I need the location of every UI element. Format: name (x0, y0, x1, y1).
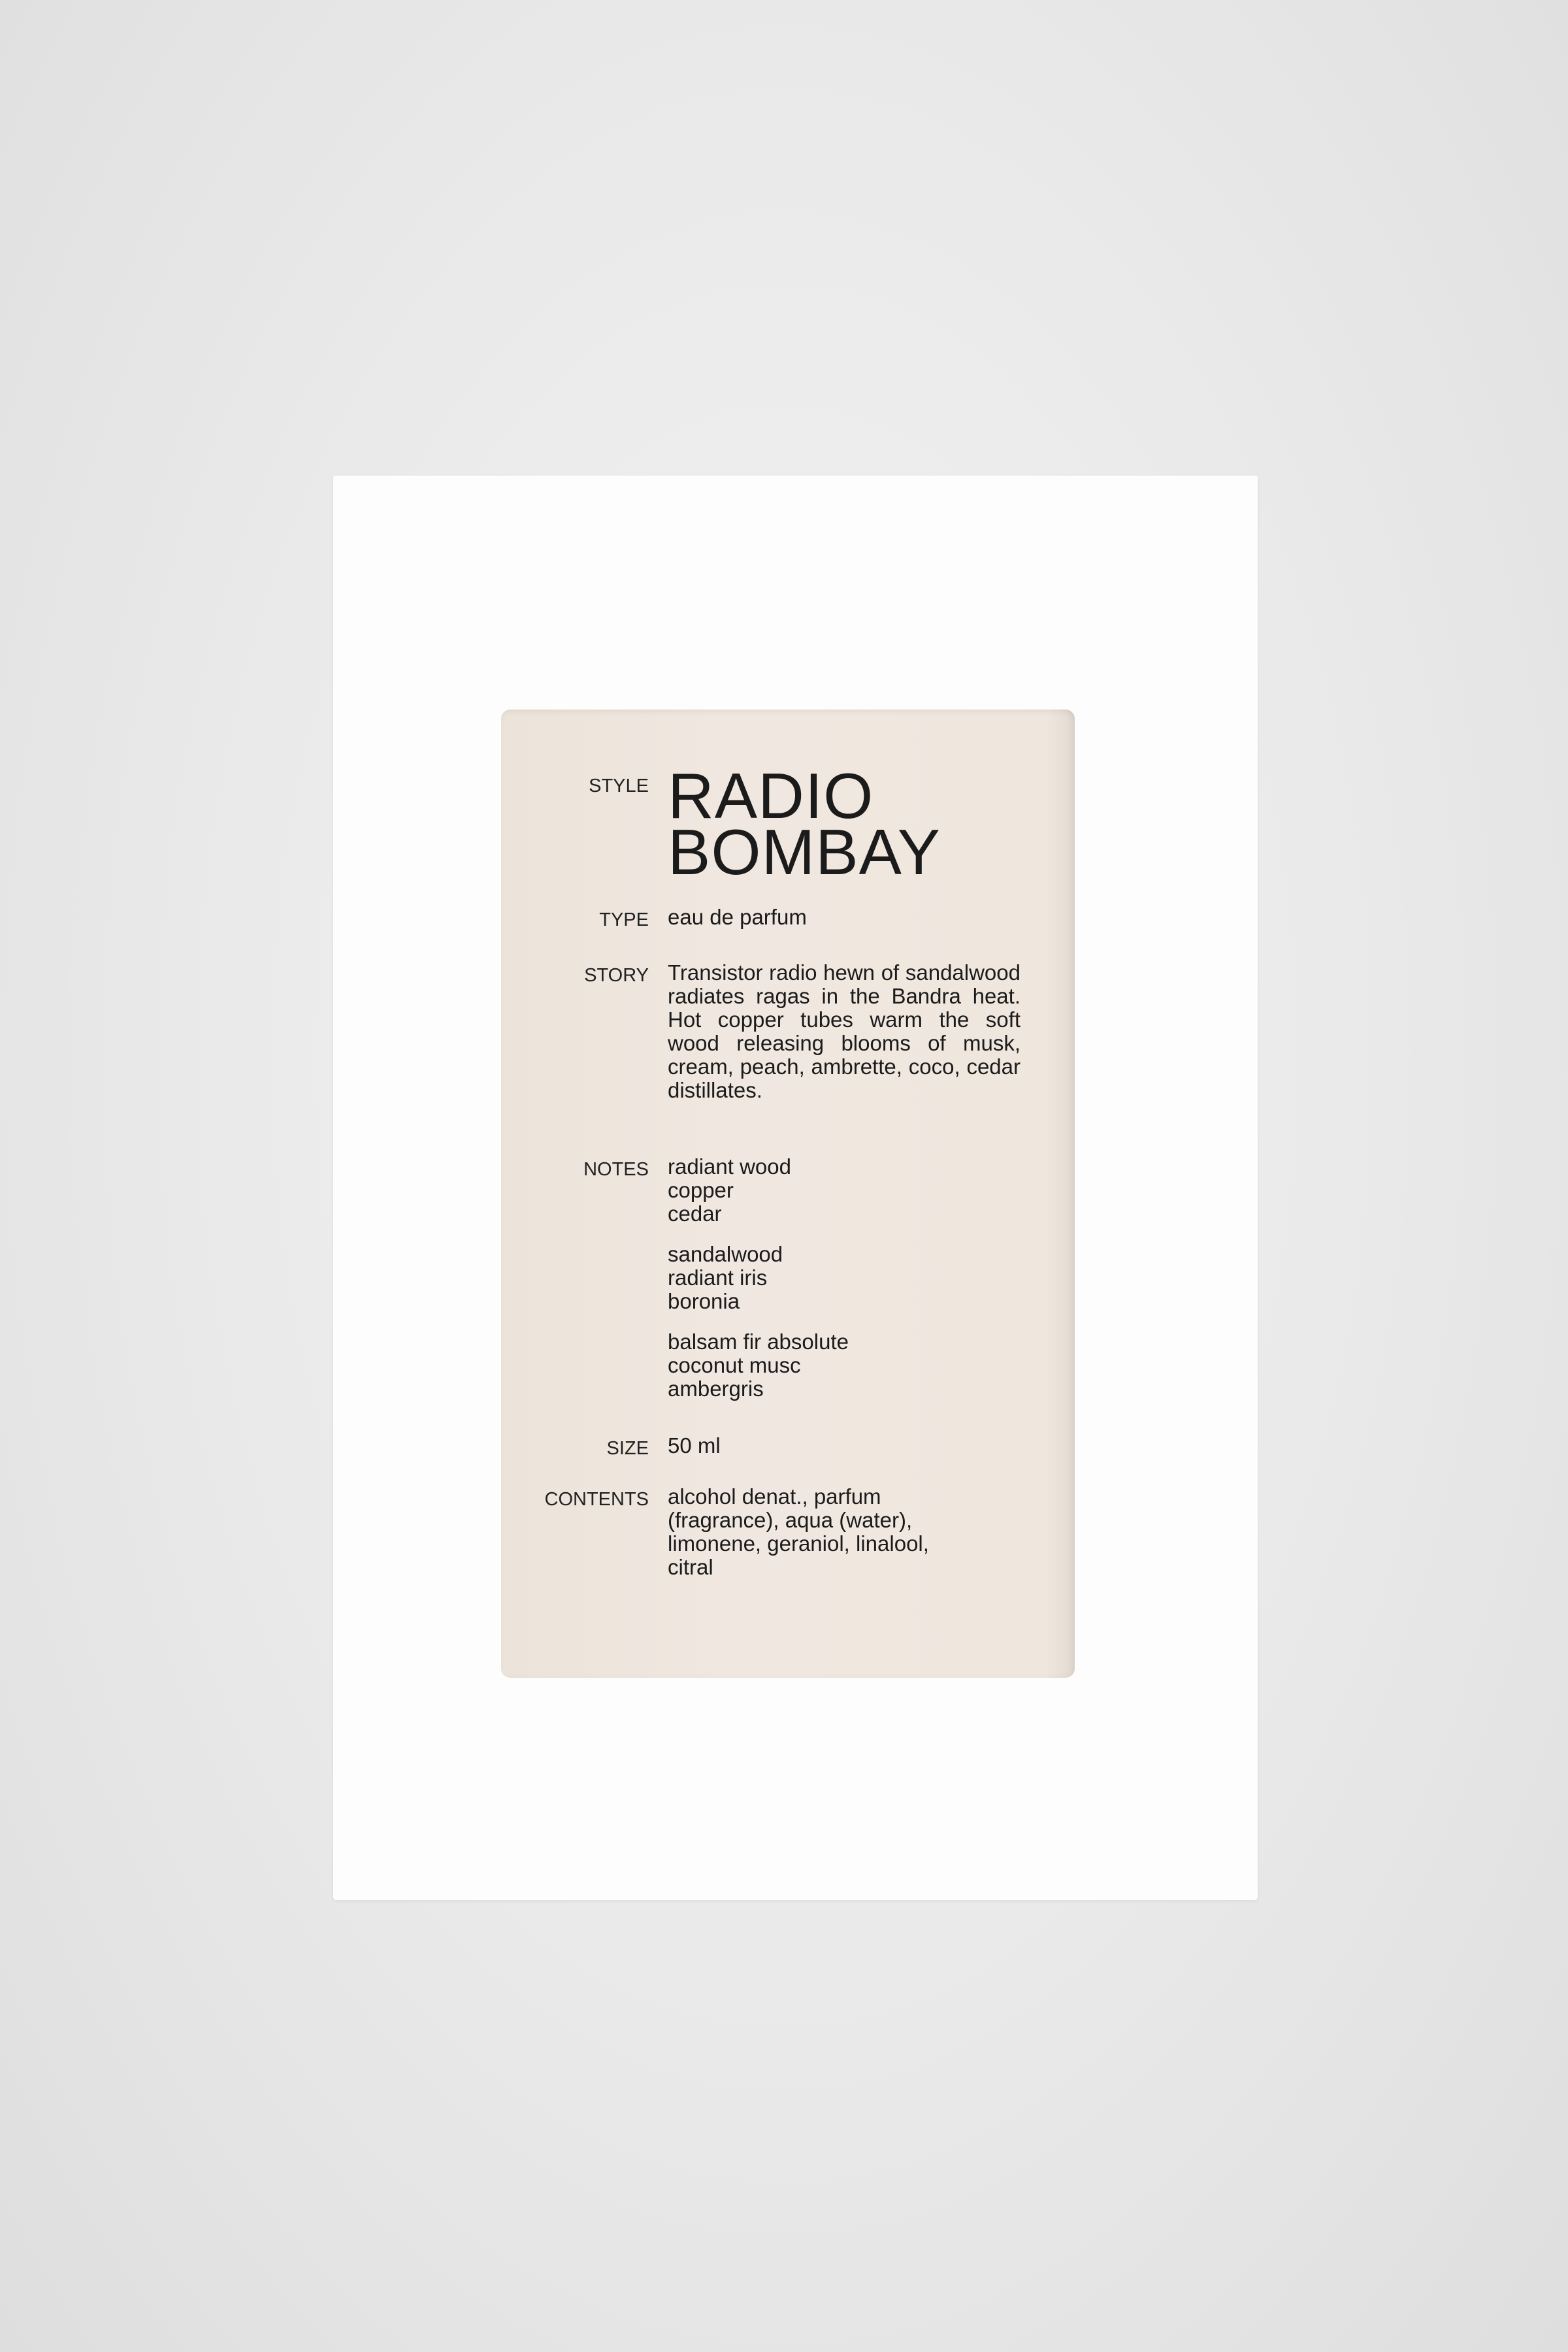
note-item: radiant wood (668, 1154, 791, 1179)
note-item: cedar (668, 1201, 722, 1226)
contents-line: (fragrance), aqua (water), (668, 1508, 913, 1532)
contents-key: CONTENTS (544, 1489, 649, 1510)
note-item: ambergris (668, 1377, 764, 1401)
size-value: 50 ml (668, 1433, 721, 1458)
story-key: STORY (584, 965, 649, 986)
note-item: sandalwood (668, 1242, 783, 1266)
size-key: SIZE (606, 1438, 649, 1459)
style-key: STYLE (589, 776, 649, 796)
contents-line: alcohol denat., parfum (668, 1484, 881, 1509)
product-name (668, 760, 1021, 888)
type-value: eau de parfum (668, 905, 807, 929)
notes-group (668, 1330, 1021, 1401)
contents-value (668, 1485, 1021, 1579)
note-item: copper (668, 1178, 734, 1202)
product-name-line: RADIO (668, 760, 874, 832)
contents-line: limonene, geraniol, linalool, (668, 1531, 929, 1556)
contents-line: citral (668, 1555, 713, 1579)
note-item: coconut musc (668, 1353, 801, 1377)
note-item: balsam fir absolute (668, 1330, 849, 1354)
note-item: boronia (668, 1289, 740, 1313)
notes-group (668, 1155, 1021, 1226)
type-key: TYPE (599, 909, 649, 930)
note-item: radiant iris (668, 1266, 768, 1290)
product-name-line: BOMBAY (668, 816, 941, 888)
notes-value (668, 1155, 1021, 1418)
notes-key: NOTES (583, 1159, 649, 1180)
product-label (501, 710, 1075, 1678)
story-value: Transistor radio hewn of sandalwood radiates ragas in the Bandra heat. Hot copper tubes warm the soft wood releasing blooms of musk, cream, peach, ambrette, coco, cedar distillates. (668, 960, 1021, 1102)
notes-group (668, 1243, 1021, 1313)
